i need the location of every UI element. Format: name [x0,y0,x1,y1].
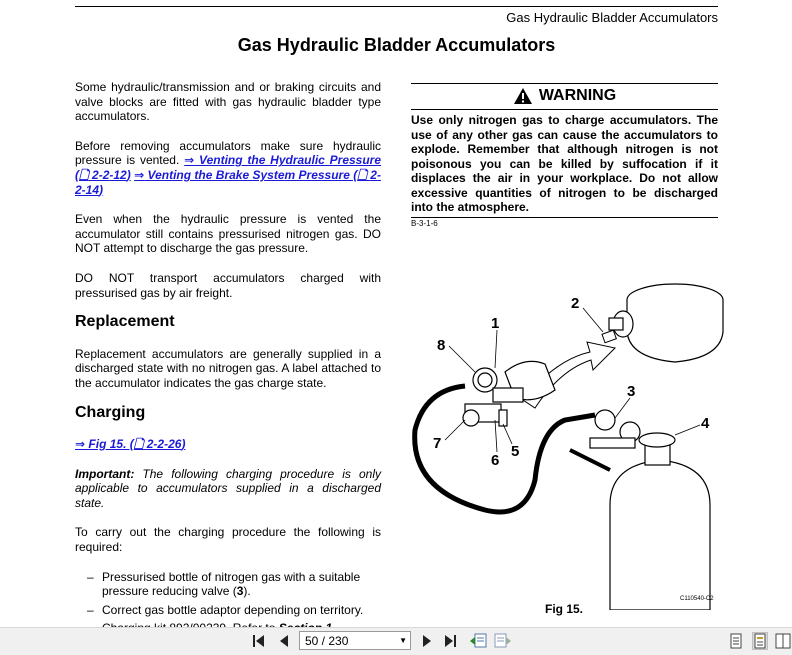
arrow-icon: ⇒ [134,167,145,182]
first-page-button[interactable] [250,631,268,651]
link-venting-hydraulic[interactable]: ⇒ Venting the Hydraulic Pressure (🗋 2-2-12) [75,153,382,182]
callout-1: 1 [491,315,500,332]
page-title: Gas Hydraulic Bladder Accumulators [237,35,556,55]
left-column [75,80,381,640]
replacement-paragraph: Replacement accumulators are generally supplied in a discharged state with no nitrogen gas. A label attached to the accumulator indicates the gas charge state. [75,346,381,390]
page-ref-icon: 🗋 [133,437,144,452]
first-page-icon [252,634,266,648]
header-rule [75,6,718,7]
charging-hose [415,386,595,512]
list-item: – Correct gas bottle adaptor depending on territory. [87,603,381,618]
page-ref-icon: 🗋 [357,167,367,182]
callout-7: 7 [433,435,442,452]
callout-5: 5 [511,443,520,460]
page-ref-icon: 🗋 [79,167,89,182]
list-item: – Pressurised bottle of nitrogen gas with a suitable pressure reducing valve (3). [87,570,381,599]
warning-header: WARNING [411,85,718,107]
intro-paragraph: Some hydraulic/transmission and or braking circuits and valve blocks are fitted with gas hydraulic bladder type accumulators. [75,80,381,124]
transport-paragraph: DO NOT transport accumulators charged with pressurised gas by air freight. [75,270,381,300]
arrow-icon: ⇒ [75,437,86,452]
callout-3: 3 [627,383,636,400]
facing-pages-icon [775,632,791,650]
venting-paragraph: Before removing accumulators make sure hydraulic pressure is vented. ⇒ Venting the Hydraulic Pressure (🗋 2-2-12) ⇒ Venting the Brake System Pressure (🗋 2-2-14) [75,138,382,197]
forward-view-button[interactable] [494,631,512,651]
single-page-icon [728,632,744,650]
callout-6: 6 [491,452,500,469]
gas-bottle-drawing [610,433,710,610]
back-view-icon [469,633,487,649]
figure-code: C110540-C2 [680,596,714,602]
warning-text: Use only nitrogen gas to charge accumulators. The use of any other gas can cause the accumulators to explode. Remember that although nitrogen is not poisonous you can be killed by suffocation if it displaces the air in your workplace. Do not allow excessive quantities of nitrogen to be discharged into the atmosphere. [411,113,718,214]
figure-caption: Fig 15. [545,602,584,616]
previous-page-icon [278,634,290,648]
single-page-view-button[interactable] [728,632,744,650]
continuous-page-icon [753,633,767,649]
charging-heading: Charging [75,403,146,421]
accumulator-charging-figure [405,280,725,610]
last-page-icon [443,634,457,648]
next-page-icon [421,634,433,648]
warning-icon [513,87,533,105]
page-number-select[interactable]: 50 / 230 ▼ [299,631,411,650]
page-left-margin [0,0,8,627]
link-fig-15[interactable]: ⇒ Fig 15. (🗋 2-2-26) [75,437,186,452]
back-view-button[interactable] [469,631,487,651]
forward-view-icon [494,633,512,649]
pressure-paragraph: Even when the hydraulic pressure is vented the accumulator still contains pressurised nitrogen gas. DO NOT attempt to discharge the gas pressure. [75,212,381,256]
warning-box [411,83,718,218]
running-header: Gas Hydraulic Bladder Accumulators [506,10,718,25]
last-page-button[interactable] [441,631,459,651]
valve-cap-drawing [602,330,616,343]
important-note: Important: The following charging procedure is only applicable to accumulators supplied in a discharged state. [75,466,381,510]
callout-2: 2 [571,295,580,312]
charging-tool-drawing [463,361,555,426]
callout-8: 8 [437,337,446,354]
arrow-icon: ⇒ [184,153,195,168]
accumulator-drawing [609,284,723,362]
warning-code: B-3-1-6 [411,219,438,228]
chevron-down-icon: ▼ [399,636,407,645]
continuous-view-button[interactable] [752,632,768,650]
link-venting-brake[interactable]: ⇒ Venting the Brake System Pressure (🗋 2-2-14) [75,167,381,197]
next-page-button[interactable] [418,631,436,651]
requirements-intro: To carry out the charging procedure the following is required: [75,525,381,555]
viewer-toolbar [0,627,792,655]
callout-4: 4 [701,415,710,432]
previous-page-button[interactable] [275,631,293,651]
fig-link-paragraph [75,437,381,452]
replacement-heading: Replacement [75,313,175,331]
facing-view-button[interactable] [775,632,791,650]
